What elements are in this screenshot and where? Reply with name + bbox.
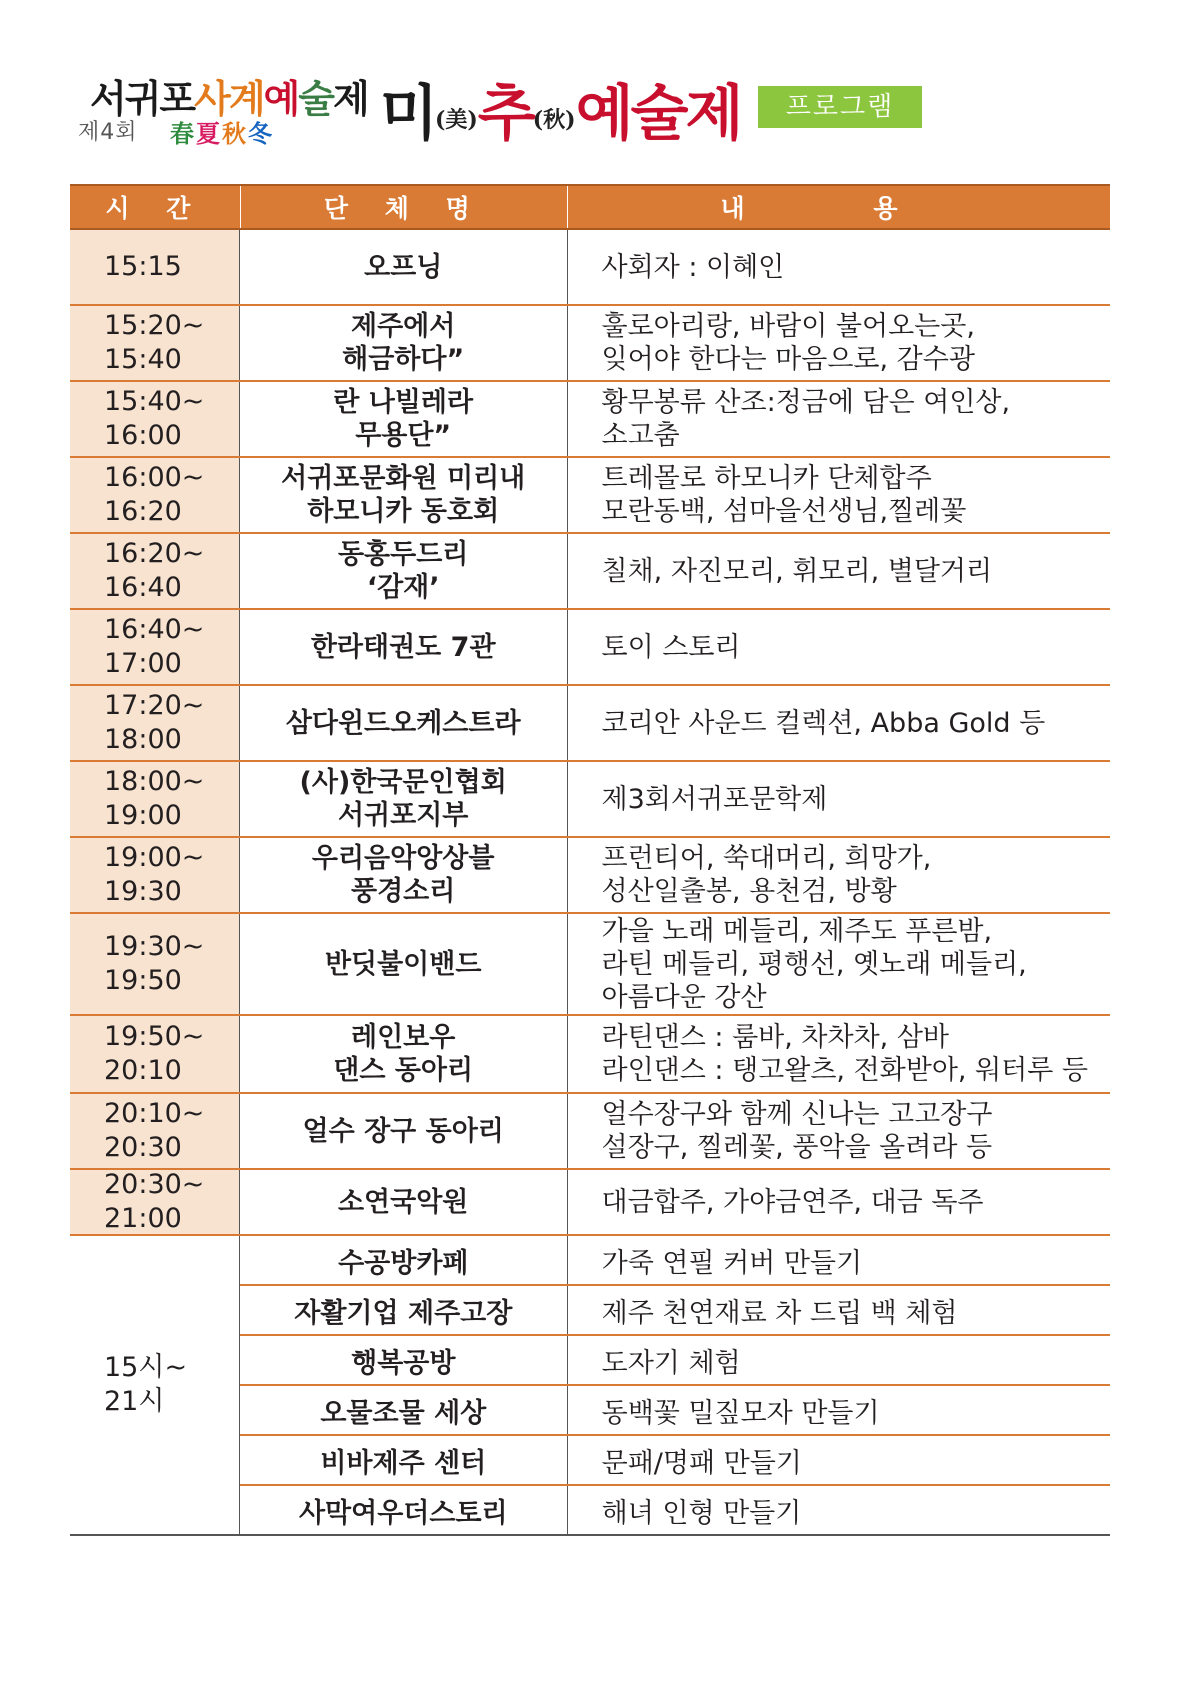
festival-title: [380, 66, 740, 152]
workshop-content: 문패/명패 만들기: [601, 1447, 802, 1479]
content-line: 모란동백, 섬마을선생님,찔레꽃: [601, 496, 967, 527]
content-line: 프런티어, 쑥대머리, 희망가,: [601, 843, 932, 874]
content-line: 라틴댄스 : 룸바, 차차차, 삼바: [601, 1022, 950, 1053]
table-body: [70, 230, 1110, 1236]
workshop-content: 제주 천연재료 차 드립 백 체험: [601, 1297, 958, 1329]
season-hanja: 夏: [196, 119, 222, 148]
table-row: [70, 306, 1110, 382]
time-cell: [70, 610, 240, 684]
program-badge: 프로그램: [758, 86, 922, 128]
header-time: 시 간: [70, 186, 241, 228]
time-line: 17:00: [104, 648, 182, 679]
workshop-group: 수공방카페: [240, 1236, 568, 1284]
time-cell: [70, 1016, 240, 1092]
content-line: 아름다운 강산: [601, 981, 767, 1013]
content-line: 라인댄스 : 탱고왈츠, 전화받아, 워터루 등: [601, 1055, 1089, 1086]
time-line: 19:30~: [104, 931, 205, 962]
workshop-list: [240, 1236, 1110, 1534]
time-cell: [70, 458, 240, 532]
content-line: 대금합주, 가야금연주, 대금 독주: [601, 1186, 984, 1218]
table-row: [70, 382, 1110, 458]
workshop-time-line: 15시~: [104, 1352, 188, 1383]
group-line: 소연국악원: [337, 1186, 469, 1218]
content-line: 라틴 메들리, 평행선, 옛노래 메들리,: [601, 948, 1027, 980]
workshop-row: [240, 1486, 1110, 1534]
time-line: 15:40: [104, 344, 182, 375]
table-row: [70, 838, 1110, 914]
group-line: 얼수 장구 동아리: [302, 1115, 504, 1147]
content-line: 얼수장구와 함께 신나는 고고장구: [601, 1099, 993, 1130]
group-cell: [240, 1094, 568, 1168]
brand-part: 서귀포: [90, 76, 195, 121]
table-header: [70, 184, 1110, 230]
content-cell: [568, 838, 1110, 912]
time-line: 17:20~: [104, 690, 205, 721]
table-row: [70, 1016, 1110, 1094]
festival-title-mi-hanja: (美): [434, 107, 478, 133]
group-line: 오프닝: [364, 251, 443, 283]
time-line: 16:40~: [104, 614, 205, 645]
content-line: 칠채, 자진모리, 휘모리, 별달거리: [601, 555, 993, 587]
time-cell: [70, 1170, 240, 1234]
content-line: 잊어야 한다는 마음으로, 감수광: [601, 344, 975, 375]
content-cell: [568, 762, 1110, 836]
group-line: 우리음악앙상블: [311, 843, 495, 874]
time-line: 15:15: [104, 251, 182, 282]
group-cell: [240, 534, 568, 608]
workshop-row: [240, 1336, 1110, 1386]
time-line: 19:30: [104, 876, 182, 907]
table-row: [70, 762, 1110, 838]
time-line: 20:10~: [104, 1098, 205, 1129]
brand-part: 술: [298, 76, 333, 121]
time-line: 16:40: [104, 572, 182, 603]
season-hanja: 冬: [248, 119, 274, 148]
content-line: 가을 노래 메들리, 제주도 푸른밤,: [601, 915, 993, 947]
edition-label: 제4회: [78, 120, 138, 145]
group-line: 제주에서: [351, 311, 456, 342]
content-line: 설장구, 찔레꽃, 풍악을 올려라 등: [601, 1132, 993, 1163]
header: [70, 58, 1130, 158]
time-line: 20:30: [104, 1132, 182, 1163]
table-row: [70, 1094, 1110, 1170]
workshop-group: 행복공방: [240, 1336, 568, 1384]
group-line: 풍경소리: [351, 876, 456, 907]
time-line: 16:20~: [104, 538, 205, 569]
seasons-hanja: [170, 114, 274, 149]
workshop-content: 가죽 연필 커버 만들기: [601, 1247, 863, 1279]
content-cell: [568, 306, 1110, 380]
group-line: 반딧불이밴드: [324, 948, 482, 980]
content-cell: [568, 1094, 1110, 1168]
content-cell: [568, 230, 1110, 304]
table-row: [70, 230, 1110, 306]
workshop-row: [240, 1286, 1110, 1336]
time-line: 19:00: [104, 800, 182, 831]
group-line: 삼다윈드오케스트라: [285, 707, 521, 739]
table-row: [70, 1170, 1110, 1236]
time-cell: [70, 306, 240, 380]
header-content: 내 용: [720, 194, 958, 223]
table-row: [70, 610, 1110, 686]
workshop-time-line: 21시: [104, 1386, 165, 1417]
content-line: 소고춤: [601, 420, 680, 451]
group-line: 무용단”: [355, 420, 452, 451]
group-cell: [240, 458, 568, 532]
group-line: 동홍두드리: [337, 539, 469, 570]
brand-part: 제: [332, 76, 368, 121]
content-line: 황무봉류 산조:정금에 담은 여인상,: [601, 387, 1011, 418]
festival-title-chu-hanja: (秋): [532, 107, 576, 133]
content-line: 트레몰로 하모니카 단체합주: [601, 463, 932, 494]
time-line: 19:00~: [104, 842, 205, 873]
time-line: 16:00~: [104, 462, 205, 493]
content-cell: [568, 1016, 1110, 1092]
workshop-content: 도자기 체험: [601, 1347, 741, 1379]
content-line: 사회자 : 이혜인: [601, 251, 785, 283]
group-cell: [240, 382, 568, 456]
group-line: 댄스 동아리: [333, 1055, 474, 1086]
time-line: 19:50~: [104, 1021, 205, 1052]
content-cell: [568, 914, 1110, 1014]
group-line: ‘감재’: [366, 572, 440, 603]
workshop-time: [70, 1236, 240, 1534]
time-line: 18:00: [104, 724, 182, 755]
time-cell: [70, 382, 240, 456]
time-line: 16:20: [104, 496, 182, 527]
table-row: [70, 914, 1110, 1016]
group-cell: [240, 762, 568, 836]
time-line: 16:00: [104, 420, 182, 451]
group-line: 해금하다”: [342, 344, 465, 375]
time-line: 19:50: [104, 965, 182, 996]
table-row: [70, 686, 1110, 762]
content-line: 훌로아리랑, 바람이 불어오는곳,: [601, 311, 975, 342]
workshop-group: 오물조물 세상: [240, 1386, 568, 1434]
group-line: 한라태권도 7관: [310, 631, 496, 663]
content-cell: [568, 610, 1110, 684]
content-line: 제3회서귀포문학제: [601, 783, 828, 815]
workshop-content: 해녀 인형 만들기: [601, 1497, 802, 1529]
time-cell: [70, 686, 240, 760]
workshop-content: 동백꽃 밀짚모자 만들기: [601, 1397, 880, 1429]
content-cell: [568, 458, 1110, 532]
season-hanja: 秋: [222, 119, 248, 148]
workshop-row: [240, 1436, 1110, 1486]
time-cell: [70, 838, 240, 912]
group-line: 서귀포문화원 미리내: [281, 463, 526, 494]
content-cell: [568, 382, 1110, 456]
workshop-group: 사막여우더스토리: [240, 1486, 568, 1534]
table-row: [70, 458, 1110, 534]
group-cell: [240, 914, 568, 1014]
workshop-group: 비바제주 센터: [240, 1436, 568, 1484]
content-line: 코리안 사운드 컬렉션, Abba Gold 등: [601, 707, 1046, 739]
time-cell: [70, 762, 240, 836]
time-line: 21:00: [104, 1203, 182, 1234]
workshop-group: 자활기업 제주고장: [240, 1286, 568, 1334]
group-cell: [240, 838, 568, 912]
brand-part: 사계: [194, 76, 264, 121]
group-line: 란 나빌레라: [333, 387, 474, 418]
content-line: 토이 스토리: [601, 631, 741, 663]
group-line: 하모니카 동호회: [307, 496, 500, 527]
time-line: 15:20~: [104, 310, 205, 341]
season-hanja: 春: [170, 119, 196, 148]
workshop-row: [240, 1386, 1110, 1436]
content-line: 성산일출봉, 용천검, 방황: [601, 876, 897, 907]
group-cell: [240, 230, 568, 304]
group-line: 레인보우: [351, 1022, 456, 1053]
workshop-block: [70, 1236, 1110, 1536]
table-row: [70, 534, 1110, 610]
workshop-row: [240, 1236, 1110, 1286]
time-line: 20:10: [104, 1055, 182, 1086]
festival-title-rest: 예술제: [575, 79, 741, 149]
group-cell: [240, 610, 568, 684]
group-line: 서귀포지부: [337, 800, 469, 831]
group-cell: [240, 1170, 568, 1234]
brand-part: 예: [263, 76, 299, 121]
time-cell: [70, 534, 240, 608]
group-cell: [240, 1016, 568, 1092]
group-cell: [240, 306, 568, 380]
header-group: 단 체 명: [241, 186, 568, 228]
festival-title-chu: 추: [477, 79, 533, 149]
content-cell: [568, 686, 1110, 760]
group-cell: [240, 686, 568, 760]
group-line: (사)한국문인협회: [299, 767, 507, 798]
festival-title-mi: 미: [380, 79, 435, 149]
content-cell: [568, 534, 1110, 608]
content-cell: [568, 1170, 1110, 1234]
time-line: 18:00~: [104, 766, 205, 797]
time-line: 15:40~: [104, 386, 205, 417]
time-cell: [70, 914, 240, 1014]
time-line: 20:30~: [104, 1169, 205, 1200]
time-cell: [70, 1094, 240, 1168]
time-cell: [70, 230, 240, 304]
program-table: [70, 184, 1110, 1536]
